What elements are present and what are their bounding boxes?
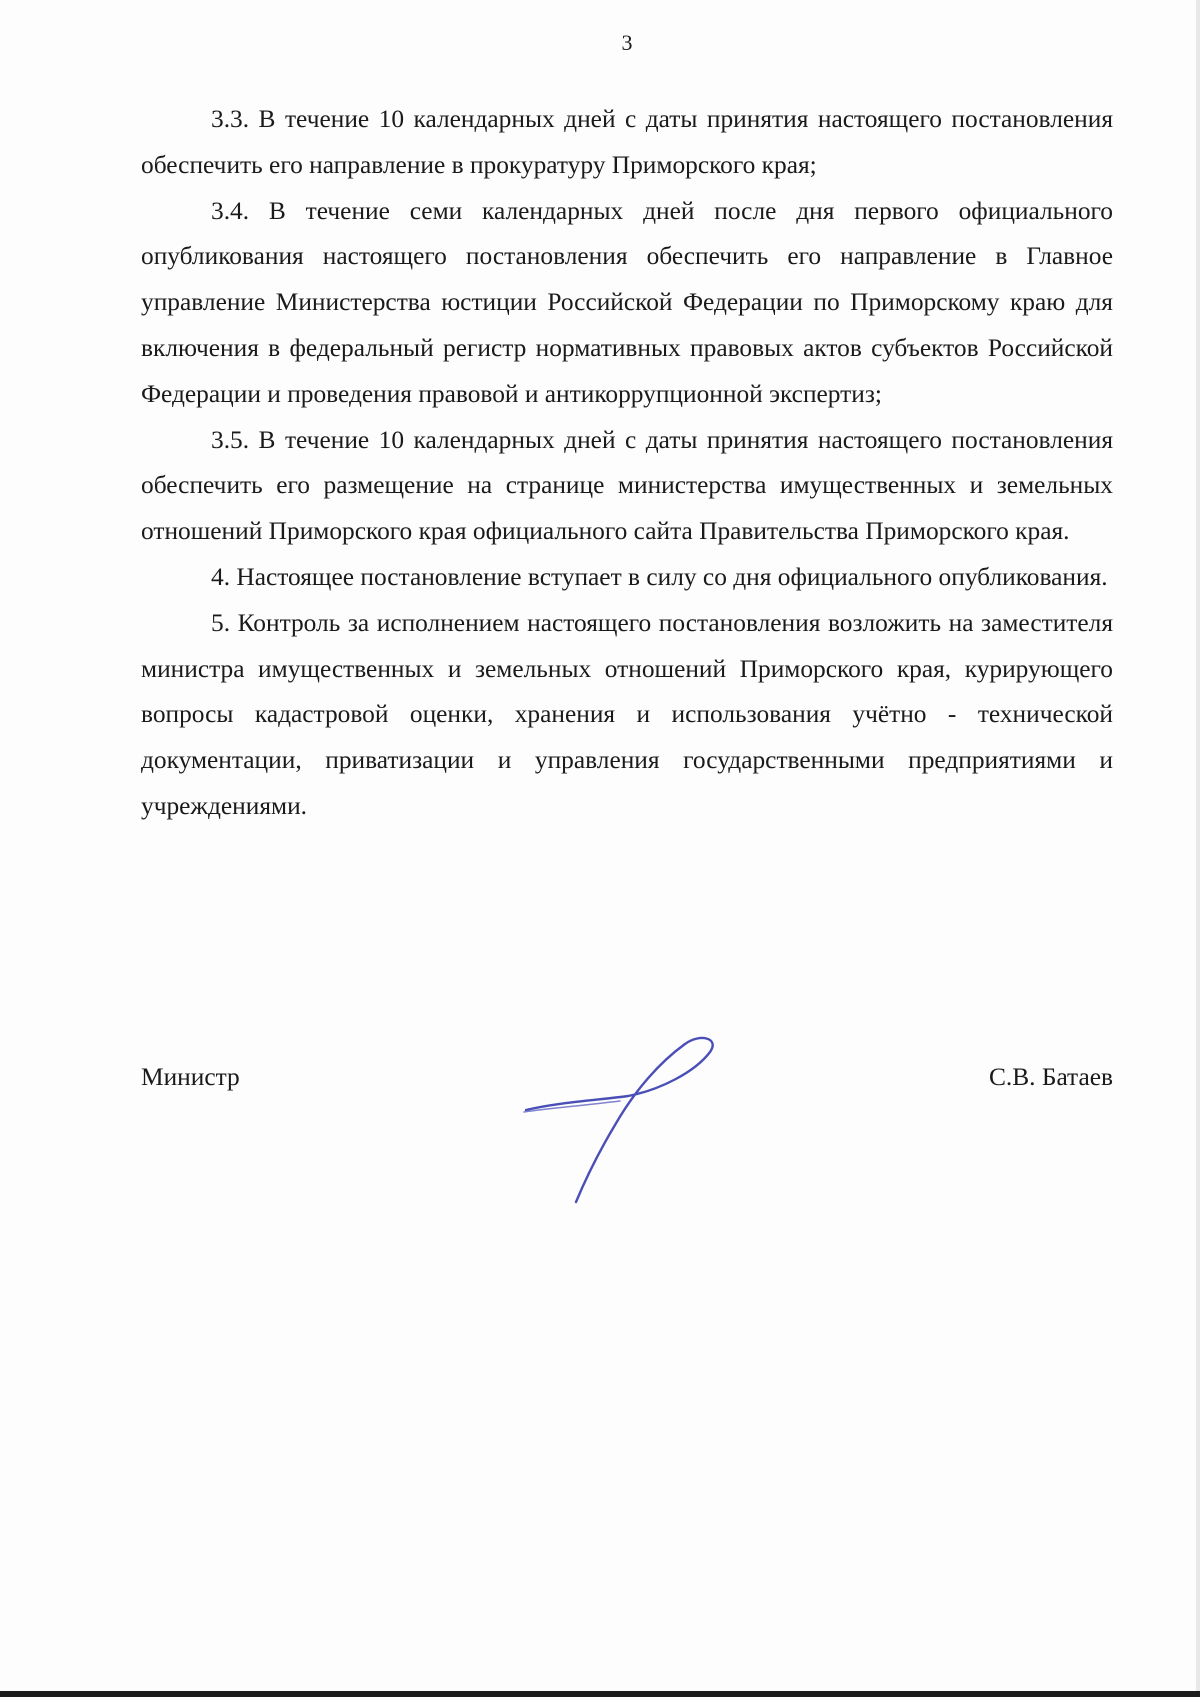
paragraph-4: 4. Настоящее постановление вступает в силу со дня официального опубликования.	[211, 562, 1108, 591]
page-number: 3	[621, 30, 633, 55]
paragraph-3-5: 3.5. В течение 10 календарных дней с даты принятия настоящего постановления обеспечить его размещение на странице министерства имущественных и земельных отношений Приморского края официального сайта Правительства Приморского края.	[141, 425, 1113, 546]
paragraph-3-4: 3.4. В течение семи календарных дней после дня первого официального опубликования настоящего постановления обеспечить его направление в Главное управление Министерства юстиции Российской Федерации по Приморскому краю для включения в федеральный регистр нормативных правовых актов субъектов Российской Федерации и проведения правовой и антикоррупционной экспертиз;	[141, 196, 1113, 408]
signature-loop-stroke	[526, 1038, 713, 1202]
paragraph-5: 5. Контроль за исполнением настоящего постановления возложить на заместителя министра имущественных и земельных отношений Приморского края, курирующего вопросы кадастровой оценки, хранения и использования учётно - технической документации, приватизации и управления государственными предприятиями и учреждениями.	[141, 608, 1113, 820]
handwritten-signature	[520, 1030, 735, 1210]
paragraph-3-3: 3.3. В течение 10 календарных дней с даты принятия настоящего постановления обеспечить его направление в прокуратуру Приморского края;	[141, 105, 1113, 179]
signer-name: С.В. Батаев	[988, 1063, 1113, 1091]
document-body	[141, 97, 1113, 830]
scan-edge-bottom	[0, 1691, 1200, 1697]
scan-edge-right	[1196, 0, 1200, 1697]
signer-position: Министр	[141, 1063, 240, 1091]
